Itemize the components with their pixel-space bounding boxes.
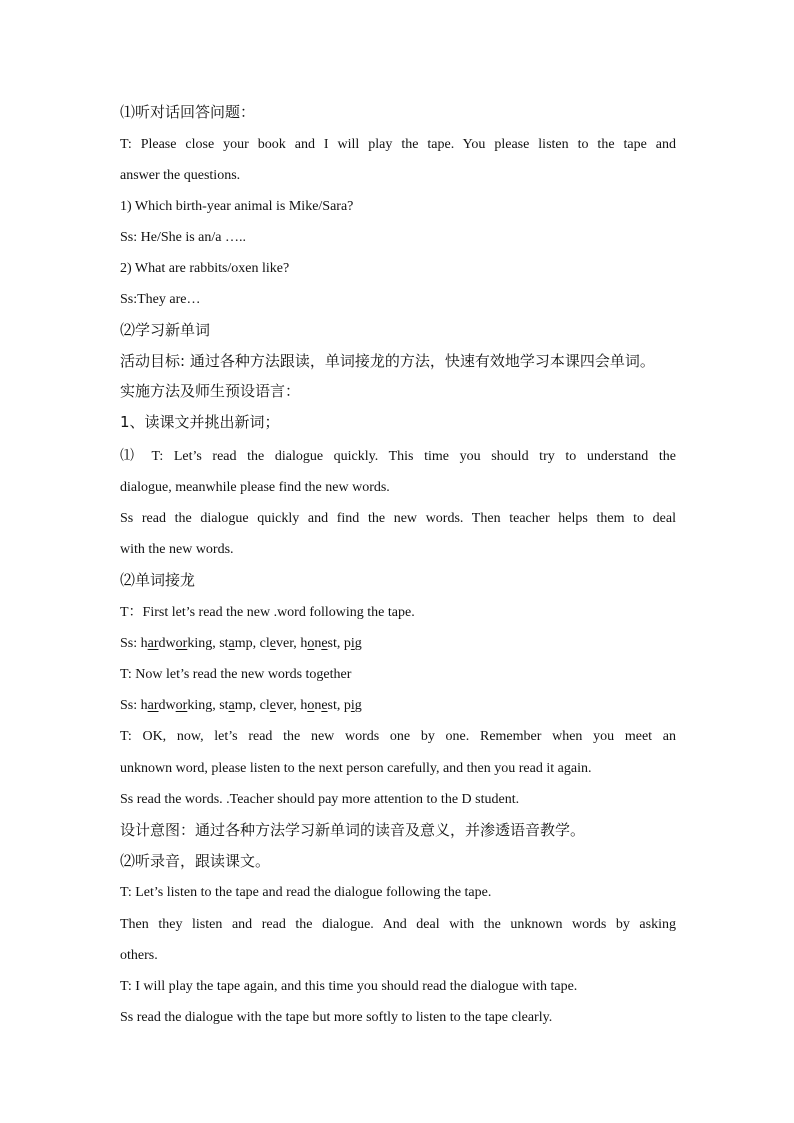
text-line: with the new words. — [120, 542, 234, 557]
section-heading-listen-read: ⑵听录音，跟读课文。 — [120, 852, 271, 870]
text-line: answer the questions. — [120, 168, 241, 183]
text-line: Ss read the words. .Teacher should pay more attention to the D student. — [120, 792, 520, 807]
text-line: 2) What are rabbits/oxen like? — [120, 261, 290, 276]
text-line: 活动目标: 通过各种方法跟读，单词接龙的方法，快速有效地学习本课四会单词。 — [120, 352, 655, 370]
text-line: Ss:They are… — [120, 292, 201, 307]
section-heading-word-chain: ⑵单词接龙 — [120, 571, 196, 589]
text-line: 实施方法及师生预设语言： — [120, 382, 301, 400]
text-line: unknown word, please listen to the next person carefully, and then you read it again. — [120, 761, 592, 776]
word-list-line: Ss: hardworking, stamp, clever, honest, pig — [120, 636, 362, 651]
text-line: Ss read the dialogue quickly and find the new words. Then teacher helps them to deal — [120, 511, 676, 526]
word-list-line: Ss: hardworking, stamp, clever, honest, pig — [120, 698, 362, 713]
section-heading-listen: ⑴听对话回答问题： — [120, 103, 256, 121]
text-line: 设计意图：通过各种方法学习新单词的读音及意义，并渗透语音教学。 — [120, 821, 586, 839]
text-line: 1、读课文并挑出新词； — [120, 413, 280, 431]
text-line: T: Let’s listen to the tape and read the dialogue following the tape. — [120, 885, 492, 900]
text-line: Ss read the dialogue with the tape but more softly to listen to the tape clearly. — [120, 1010, 553, 1025]
text-line: Ss: He/She is an/a ….. — [120, 230, 246, 245]
section-heading-new-words: ⑵学习新单词 — [120, 321, 211, 339]
text-line: T：First let’s read the new .word following the tape. — [120, 605, 415, 620]
text-line: 1) Which birth-year animal is Mike/Sara? — [120, 199, 354, 214]
text-line: T: Now let’s read the new words together — [120, 667, 352, 682]
text-line: T: I will play the tape again, and this time you should read the dialogue with tape. — [120, 979, 578, 994]
text-line: dialogue, meanwhile please find the new words. — [120, 480, 390, 495]
text-line: T: Please close your book and I will play the tape. You please listen to the tape and — [120, 137, 676, 152]
text-line: ⑴ T: Let’s read the dialogue quickly. This time you should try to understand the — [120, 449, 676, 464]
text-line: others. — [120, 948, 158, 963]
text-line: Then they listen and read the dialogue. And deal with the unknown words by asking — [120, 917, 676, 932]
text-line: T: OK, now, let’s read the new words one by one. Remember when you meet an — [120, 729, 676, 744]
